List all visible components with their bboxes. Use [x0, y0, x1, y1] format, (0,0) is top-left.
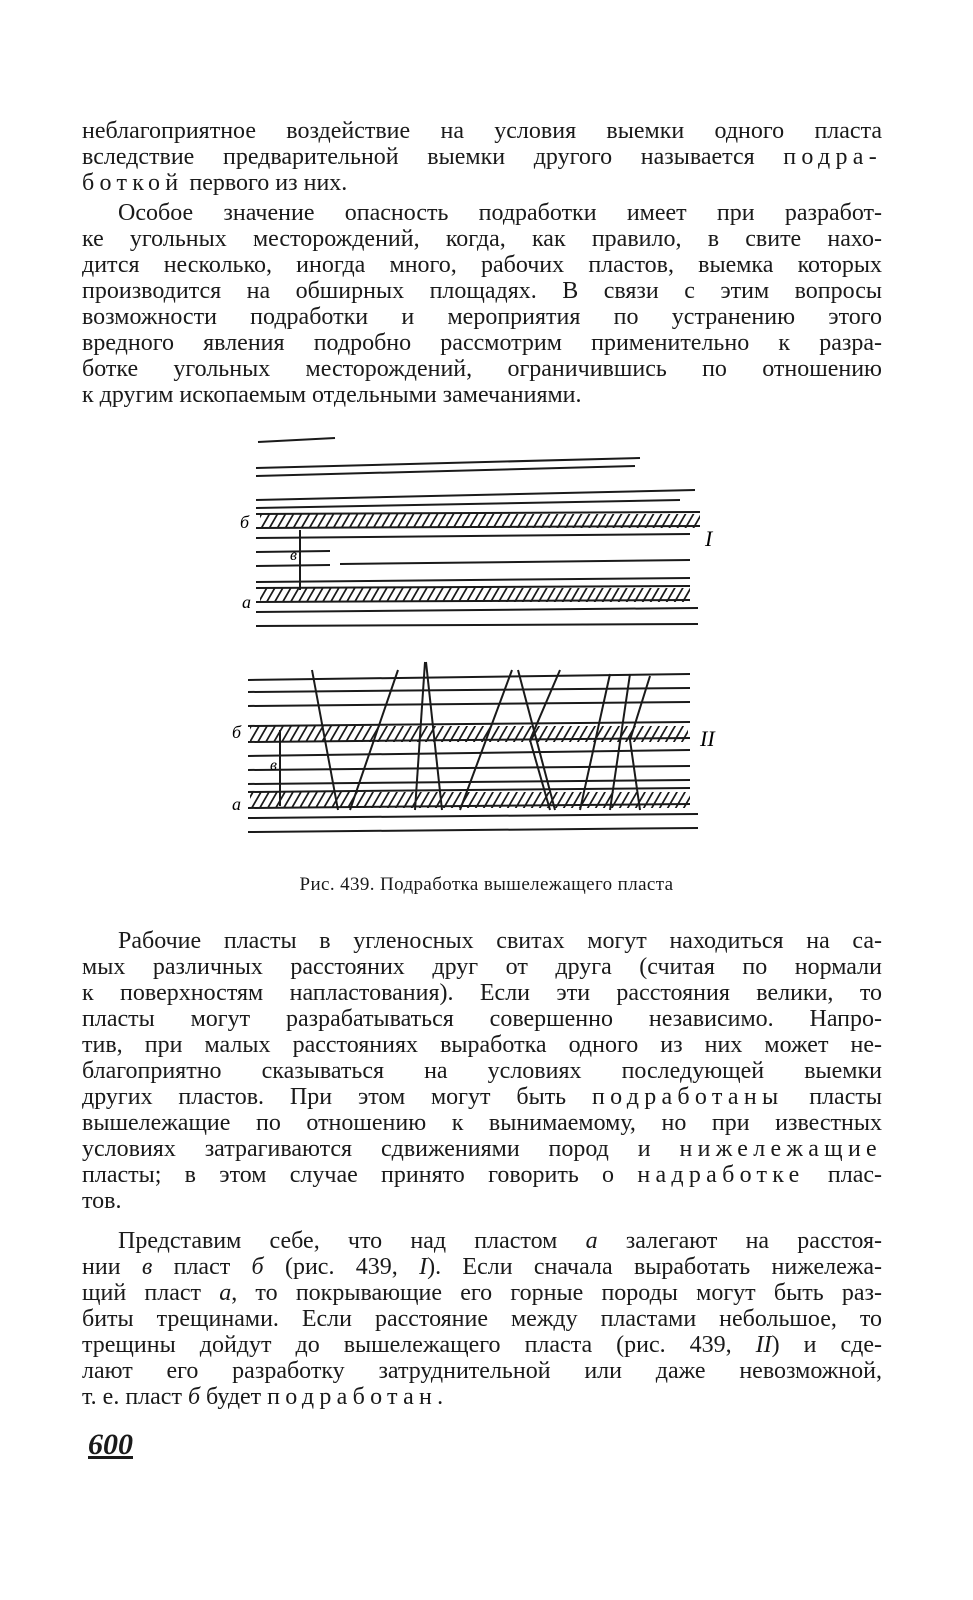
text-line: Особое значение опасность подработки имеет при разработ-: [118, 200, 882, 226]
figure-caption: Рис. 439. Подработка вышележащего пласта: [299, 874, 674, 895]
text-span: вследствие предварительной выемки другого называется: [82, 144, 784, 170]
label-a: а: [232, 794, 241, 814]
text-line: вышележащие по отношению к вынимаемому, но при известных: [82, 1110, 882, 1136]
label-v: в: [270, 757, 277, 774]
text-line: [82, 170, 882, 196]
spaced-term: подработаны: [591, 1084, 784, 1110]
diagram-upper-part-I: [256, 438, 700, 626]
spaced-term: надработке: [637, 1162, 805, 1188]
text-span: первого из них.: [183, 170, 348, 196]
spaced-term: нижележащие: [679, 1136, 882, 1162]
text-span: будет: [200, 1384, 268, 1410]
text-span: (рис. 439,: [263, 1254, 420, 1280]
spaced-term: подработан: [267, 1384, 438, 1410]
text-line: возможности подработки и мероприятия по устранению этого: [82, 304, 882, 330]
spaced-term: боткой: [82, 170, 184, 196]
text-span: , то покрывающие его горные породы могут быть раз-: [231, 1280, 882, 1306]
diagram-lower-part-II: [248, 662, 698, 832]
paragraph-working-seams: [82, 928, 882, 1214]
text-line: к другим ископаемым отдельными замечаниями.: [82, 382, 582, 408]
text-line: биты трещинами. Если расстояние между пластами небольшое, то: [82, 1306, 882, 1332]
text-span: нии: [82, 1254, 142, 1280]
label-b: б: [240, 512, 250, 532]
text-line: [82, 1228, 882, 1254]
text-span: залегают на расстоя-: [597, 1228, 882, 1254]
text-span: пласт: [152, 1254, 252, 1280]
label-b: б: [232, 722, 242, 742]
text-line: тив, при малых расстояниях выработка одного из них может не-: [82, 1032, 882, 1058]
text-line: ботке угольных месторождений, ограничившись по отношению: [82, 356, 882, 382]
italic-var: б: [187, 1384, 201, 1410]
text-span: щий пласт: [82, 1280, 220, 1306]
italic-var: II: [755, 1332, 772, 1358]
text-span: пласты: [783, 1084, 882, 1110]
text-line: Рабочие пласты в угленосных свитах могут находиться на са-: [118, 928, 882, 954]
text-line: вредного явления подробно рассмотрим применительно к разра-: [82, 330, 882, 356]
text-line: дится несколько, иногда много, рабочих пластов, выемка которых: [82, 252, 882, 278]
text-span: ) и сде-: [771, 1332, 883, 1358]
strata-diagram: [220, 430, 740, 860]
text-line: [82, 144, 882, 170]
text-line: лают его разработку затруднительной или даже невозможной,: [82, 1358, 882, 1384]
spaced-term: подра-: [783, 144, 882, 170]
label-I: I: [705, 526, 713, 551]
text-line: тов.: [82, 1188, 122, 1214]
text-span: Представим себе, что над пластом: [118, 1228, 586, 1254]
text-line: мых различных расстояних друг от друга (считая по нормали: [82, 954, 882, 980]
figure-439: [220, 430, 740, 860]
text-line: [82, 1254, 882, 1280]
paragraph-example: [82, 1228, 882, 1410]
text-line: [82, 1162, 882, 1188]
italic-var: б: [251, 1254, 264, 1280]
text-line: [82, 1384, 882, 1410]
text-line: пласты могут разрабатываться совершенно независимо. Напро-: [82, 1006, 882, 1032]
text-line: [82, 1280, 882, 1306]
paragraph-coal-deposits: [82, 200, 882, 408]
italic-var: а: [219, 1280, 232, 1306]
text-span: т. е. пласт: [82, 1384, 188, 1410]
text-line: [82, 1332, 882, 1358]
text-line: благоприятно сказываться на условиях последующей выемки: [82, 1058, 882, 1084]
text-line: производится на обширных площадях. В связи с этим вопросы: [82, 278, 882, 304]
text-span: условиях затрагиваются сдвижениями пород и: [82, 1136, 680, 1162]
text-line: неблагоприятное воздействие на условия выемки одного пласта: [82, 118, 882, 144]
text-line: к поверхностям напластования). Если эти расстояния велики, то: [82, 980, 882, 1006]
label-II: II: [700, 726, 715, 751]
label-v: в: [290, 547, 297, 564]
text-line: [82, 1136, 882, 1162]
text-span: трещины дойдут до вышележащего пласта (рис. 439,: [82, 1332, 756, 1358]
label-a: а: [242, 592, 251, 612]
text-span: пласты; в этом случае принято говорить о: [82, 1162, 638, 1188]
text-span: ). Если сначала выработать нижележа-: [427, 1254, 882, 1280]
text-span: .: [437, 1384, 444, 1410]
italic-var: а: [585, 1228, 598, 1254]
paragraph-intro-continuation: [82, 118, 882, 196]
text-span: плас-: [804, 1162, 882, 1188]
page-number: 600: [88, 1428, 133, 1461]
text-span: других пластов. При этом могут быть: [82, 1084, 592, 1110]
italic-var: в: [141, 1254, 153, 1280]
italic-var: I: [419, 1254, 428, 1280]
text-line: [82, 1084, 882, 1110]
text-line: ке угольных месторождений, когда, как правило, в свите нахо-: [82, 226, 882, 252]
